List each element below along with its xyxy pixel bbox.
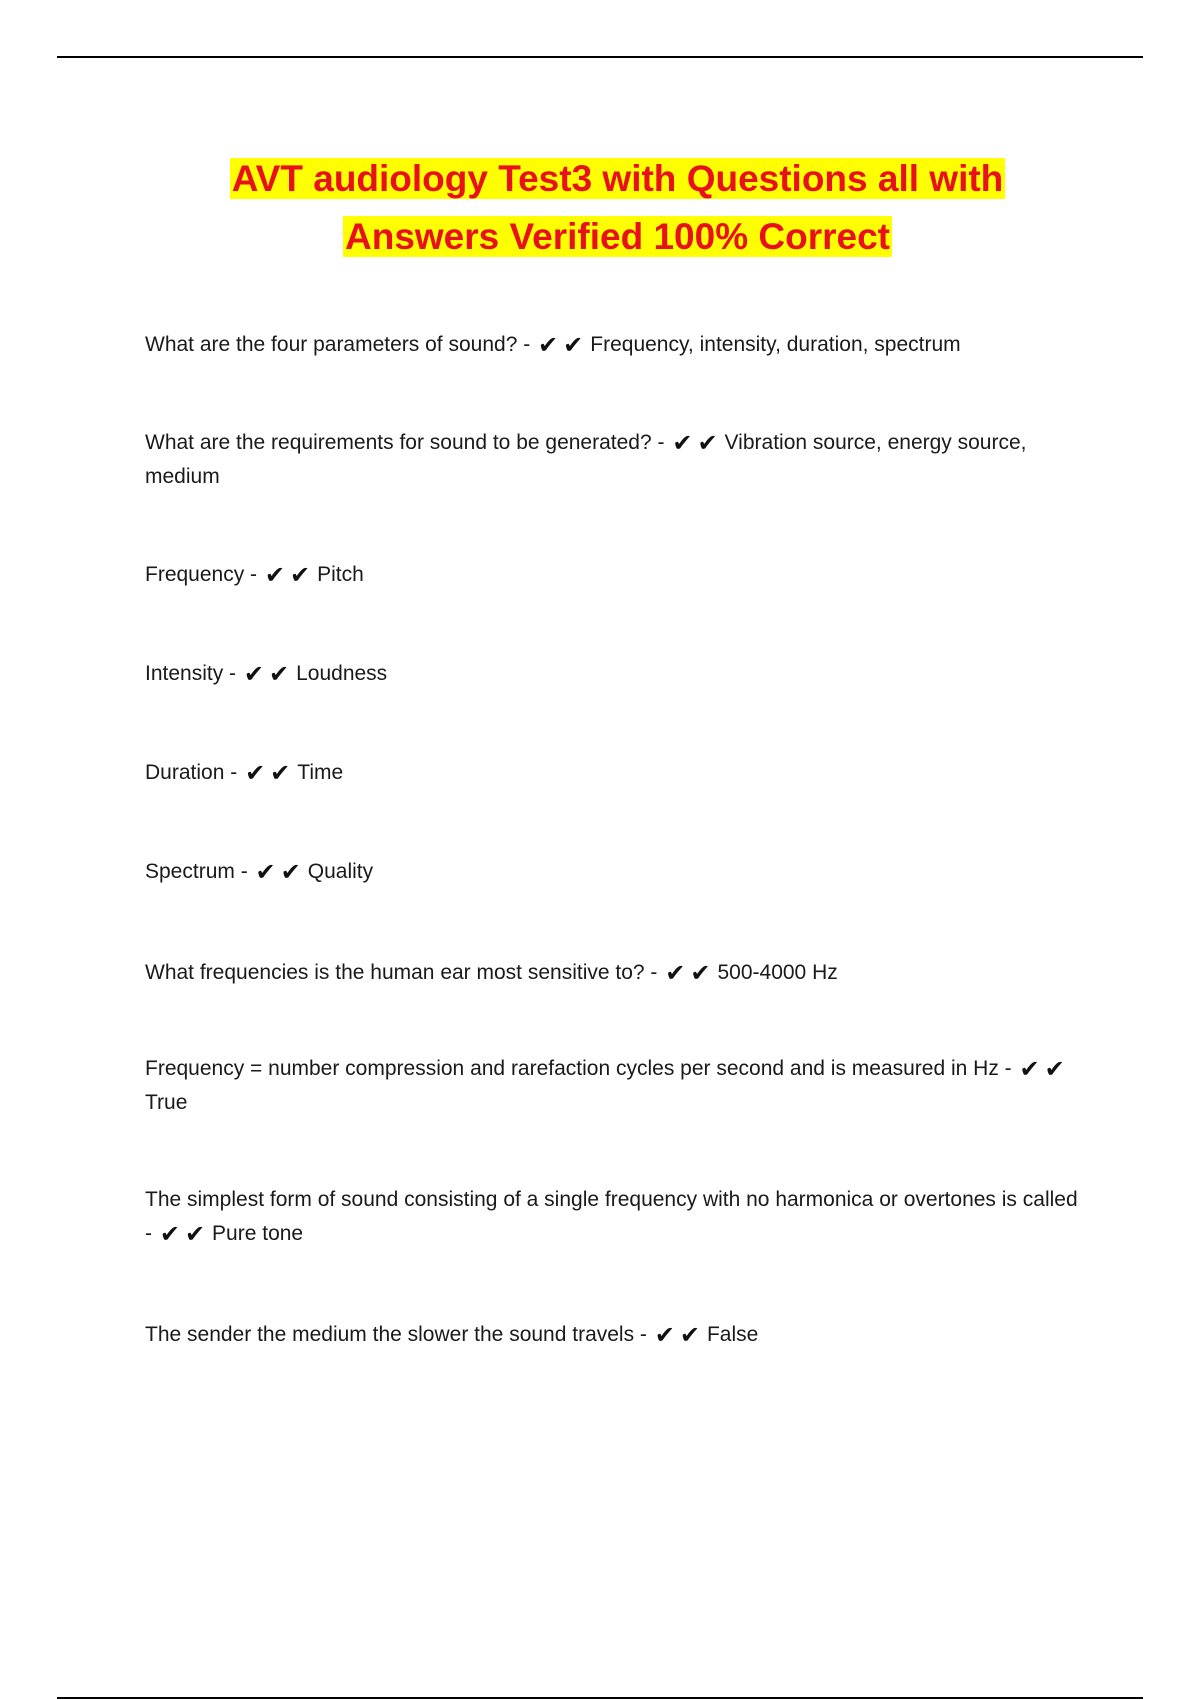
separator: - (224, 761, 244, 784)
separator: - (634, 1323, 653, 1346)
check-icon: ✔ (255, 858, 276, 886)
answer-text: Frequency, intensity, duration, spectrum (590, 333, 961, 356)
question-text: What frequencies is the human ear most sensitive to? (145, 961, 645, 984)
separator: - (651, 431, 671, 454)
qa-item (145, 1318, 1085, 1352)
question-text: Duration (145, 761, 225, 784)
separator: - (145, 1222, 158, 1245)
document-title (0, 150, 1200, 266)
top-rule (57, 56, 1143, 58)
check-icon: ✔ (264, 561, 285, 589)
check-icon: ✔ (538, 331, 559, 359)
bottom-rule (57, 1697, 1143, 1699)
double-check-icon (160, 1217, 210, 1251)
double-check-icon (538, 328, 588, 362)
check-icon: ✔ (679, 1321, 700, 1349)
check-icon: ✔ (563, 331, 584, 359)
qa-item (145, 426, 1085, 494)
check-icon: ✔ (672, 429, 693, 457)
question-text: Frequency = number compression and rarefaction cycles per second and is measured in Hz (145, 1057, 999, 1080)
check-icon: ✔ (654, 1321, 675, 1349)
qa-item (145, 956, 1085, 990)
check-icon: ✔ (245, 759, 266, 787)
separator: - (998, 1057, 1018, 1080)
qa-item (145, 558, 1085, 592)
answer-text: Loudness (296, 662, 388, 685)
check-icon: ✔ (665, 959, 686, 987)
check-icon: ✔ (269, 660, 290, 688)
answer-text: Quality (307, 860, 374, 883)
separator: - (234, 860, 254, 883)
check-icon: ✔ (159, 1220, 180, 1248)
check-icon: ✔ (290, 561, 311, 589)
answer-text: Pitch (317, 563, 364, 586)
check-icon: ✔ (697, 429, 718, 457)
double-check-icon (256, 855, 306, 889)
question-text: Intensity (145, 662, 224, 685)
double-check-icon (672, 426, 722, 460)
double-check-icon (655, 1318, 705, 1352)
question-text: The simplest form of sound consisting of a single frequency with no harmonica or overtones is called (145, 1188, 1078, 1211)
check-icon: ✔ (280, 858, 301, 886)
separator: - (517, 333, 537, 356)
title-line-2: Answers Verified 100% Correct (345, 216, 890, 257)
double-check-icon (665, 956, 715, 990)
check-icon: ✔ (1019, 1055, 1040, 1083)
separator: - (223, 662, 242, 685)
question-text: What are the four parameters of sound? (145, 333, 518, 356)
qa-item (145, 855, 1085, 889)
double-check-icon (245, 756, 295, 790)
separator: - (644, 961, 664, 984)
question-text: Spectrum (145, 860, 235, 883)
check-icon: ✔ (184, 1220, 206, 1248)
question-text: The sender the medium the slower the sound travels (145, 1323, 635, 1346)
qa-item (145, 1183, 1085, 1251)
answer-text: False (706, 1323, 759, 1346)
check-icon: ✔ (1044, 1055, 1065, 1083)
qa-item (145, 1052, 1085, 1120)
double-check-icon (1020, 1052, 1070, 1086)
check-icon: ✔ (243, 660, 264, 688)
answer-text: Pure tone (212, 1222, 304, 1245)
qa-item (145, 328, 1085, 362)
answer-text: 500-4000 Hz (717, 961, 838, 984)
answer-text: True (145, 1091, 188, 1114)
qa-item (145, 756, 1085, 790)
double-check-icon (244, 657, 294, 691)
check-icon: ✔ (690, 959, 711, 987)
check-icon: ✔ (270, 759, 291, 787)
question-text: What are the requirements for sound to be generated? (145, 431, 652, 454)
separator: - (244, 563, 263, 586)
title-line-1: AVT audiology Test3 with Questions all with (231, 158, 1004, 199)
double-check-icon (265, 558, 315, 592)
question-text: Frequency (145, 563, 245, 586)
qa-item (145, 657, 1085, 691)
answer-text: Time (297, 761, 344, 784)
answer-text: Vibration source, energy source, medium (145, 431, 1027, 488)
